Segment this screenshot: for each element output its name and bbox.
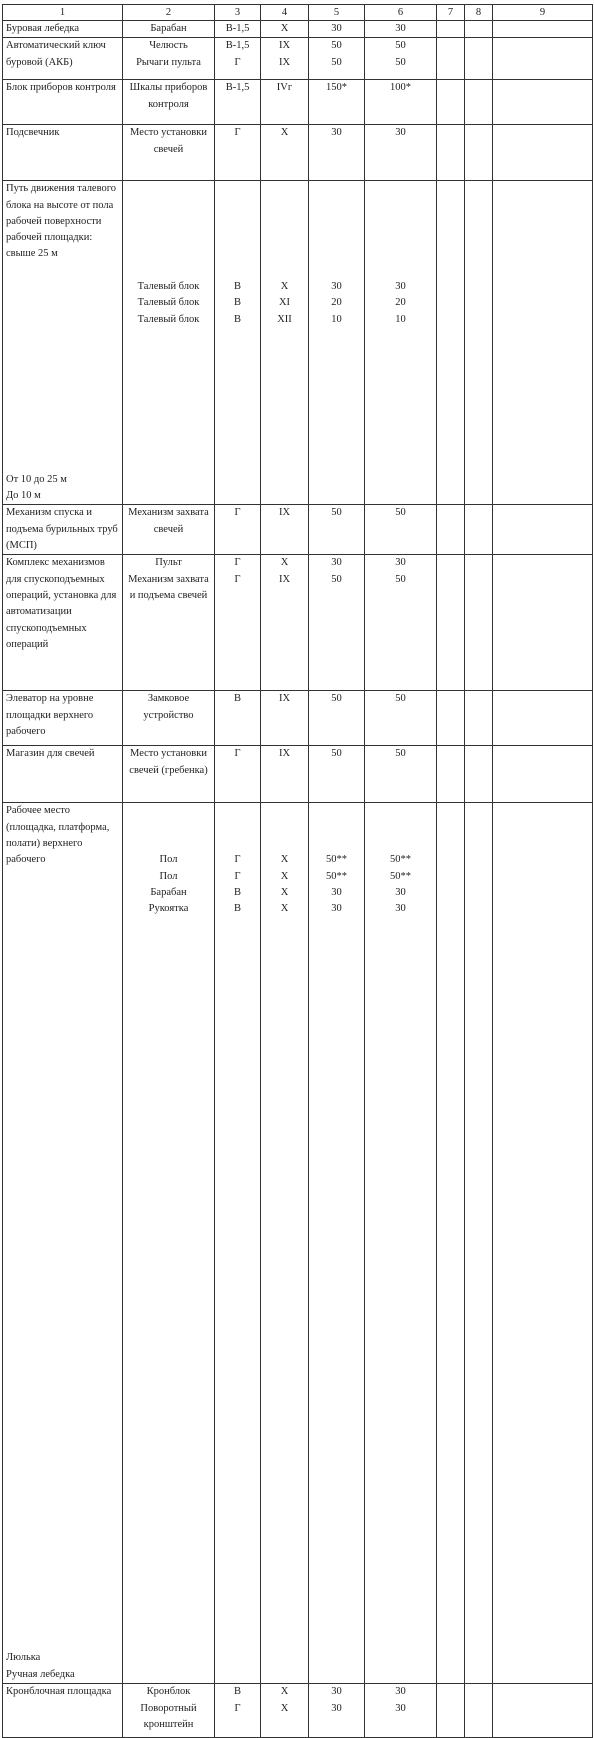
cell-text: 30 bbox=[395, 903, 406, 915]
table-cell-col6 bbox=[365, 505, 437, 555]
cell-text: Г bbox=[234, 870, 241, 882]
table-cell-col2 bbox=[123, 80, 215, 125]
table-cell-empty bbox=[465, 125, 493, 181]
cell-text: 30 bbox=[395, 281, 406, 293]
cell-text: X bbox=[280, 281, 289, 293]
cell-text: Магазин для свечей bbox=[6, 748, 95, 760]
table-cell-col4 bbox=[261, 80, 309, 125]
lighting-norms-table bbox=[2, 4, 593, 1738]
table-cell-empty bbox=[465, 80, 493, 125]
header-cell: 1 bbox=[3, 5, 123, 21]
table-cell-col5 bbox=[309, 746, 365, 803]
table-cell-col1 bbox=[3, 38, 123, 80]
cell-text: Ручная лебедка bbox=[6, 1668, 75, 1680]
table-cell-empty bbox=[437, 803, 465, 1684]
table-cell-col6 bbox=[365, 803, 437, 1684]
table-cell-empty bbox=[465, 691, 493, 746]
cell-text: Пол bbox=[159, 854, 178, 866]
table-cell-col3 bbox=[215, 38, 261, 80]
table-cell-col3 bbox=[215, 691, 261, 746]
cell-text: Блок приборов контроля bbox=[6, 82, 116, 94]
table-cell-empty bbox=[437, 80, 465, 125]
cell-text: 50** bbox=[326, 870, 347, 882]
table-cell-col1 bbox=[3, 125, 123, 181]
cell-text: 30 bbox=[395, 886, 406, 898]
table-cell-col6 bbox=[365, 555, 437, 691]
table-cell-col5 bbox=[309, 803, 365, 1684]
cell-text: 50 bbox=[331, 573, 342, 585]
cell-text: X bbox=[280, 127, 289, 139]
table-cell-col2 bbox=[123, 125, 215, 181]
cell-text: Рычаги пульта bbox=[136, 56, 201, 68]
cell-text: Механизм спуска и подъема бурильных труб (МСП) bbox=[6, 507, 118, 552]
table-cell-empty bbox=[437, 38, 465, 80]
cell-text: Пол bbox=[159, 870, 178, 882]
table-cell-empty bbox=[437, 555, 465, 691]
cell-text: 50 bbox=[331, 40, 342, 52]
table-cell-col5 bbox=[309, 125, 365, 181]
cell-text: Г bbox=[234, 573, 241, 585]
cell-text: Кронблочная площадка bbox=[6, 1686, 112, 1698]
table-row bbox=[3, 555, 593, 691]
table-row bbox=[3, 125, 593, 181]
cell-text: 10 bbox=[331, 313, 342, 325]
cell-text: 30 bbox=[331, 1686, 342, 1698]
cell-text: Барабан bbox=[150, 886, 187, 898]
table-cell-empty bbox=[437, 125, 465, 181]
cell-text: Подсвечник bbox=[6, 127, 60, 139]
table-cell-col4 bbox=[261, 21, 309, 38]
table-cell-col6 bbox=[365, 38, 437, 80]
cell-text: Комплекс механизмов для спускоподъемных операций, установка для автоматизации спускоподъемных операций bbox=[6, 557, 117, 650]
table-cell-empty bbox=[493, 1684, 593, 1738]
table-cell-col2 bbox=[123, 555, 215, 691]
table-cell-col1 bbox=[3, 80, 123, 125]
cell-text: IX bbox=[278, 40, 291, 52]
cell-text: 30 bbox=[331, 23, 342, 34]
table-row bbox=[3, 691, 593, 746]
table-cell-col3 bbox=[215, 80, 261, 125]
table-cell-col5 bbox=[309, 21, 365, 38]
cell-text: До 10 м bbox=[6, 490, 41, 502]
table-cell-col3 bbox=[215, 803, 261, 1684]
cell-text: Челюсть bbox=[149, 40, 188, 52]
cell-text: Кронблок bbox=[146, 1686, 191, 1698]
table-cell-empty bbox=[465, 555, 493, 691]
table-cell-empty bbox=[437, 691, 465, 746]
table-cell-col2 bbox=[123, 38, 215, 80]
table-cell-empty bbox=[465, 1684, 493, 1738]
cell-text: IX bbox=[278, 56, 291, 68]
table-row bbox=[3, 38, 593, 80]
cell-text: X bbox=[280, 23, 289, 34]
cell-text: Буровая лебедка bbox=[6, 23, 80, 34]
cell-text: 50 bbox=[395, 507, 406, 519]
cell-text: Замковое устройство bbox=[143, 693, 194, 721]
cell-text: X bbox=[280, 854, 289, 866]
cell-text: 50 bbox=[395, 693, 406, 705]
cell-text: Место установки свечей bbox=[130, 127, 207, 155]
table-cell-col6 bbox=[365, 21, 437, 38]
cell-text: XI bbox=[278, 297, 291, 309]
cell-text: 50** bbox=[390, 854, 411, 866]
table-row bbox=[3, 746, 593, 803]
table-cell-col4 bbox=[261, 38, 309, 80]
table-row bbox=[3, 505, 593, 555]
table-cell-col4 bbox=[261, 125, 309, 181]
cell-text: Механизм захвата и подъема свечей bbox=[128, 573, 209, 601]
cell-text: Талевый блок bbox=[137, 281, 200, 293]
cell-text: 30 bbox=[331, 1702, 342, 1714]
table-cell-empty bbox=[493, 505, 593, 555]
table-cell-col1 bbox=[3, 181, 123, 505]
cell-text: 150* bbox=[326, 82, 347, 94]
table-cell-col6 bbox=[365, 691, 437, 746]
table-cell-empty bbox=[465, 803, 493, 1684]
table-cell-col4 bbox=[261, 803, 309, 1684]
table-cell-col1 bbox=[3, 1684, 123, 1738]
table-cell-col3 bbox=[215, 125, 261, 181]
table-cell-col3 bbox=[215, 746, 261, 803]
cell-text: Талевый блок bbox=[137, 297, 200, 309]
table-cell-col4 bbox=[261, 746, 309, 803]
table-cell-col4 bbox=[261, 691, 309, 746]
cell-text: IVг bbox=[276, 82, 293, 94]
table-cell-empty bbox=[437, 181, 465, 505]
cell-text: В bbox=[233, 693, 241, 705]
table-cell-col2 bbox=[123, 21, 215, 38]
cell-text: 100* bbox=[390, 82, 411, 94]
cell-text: 30 bbox=[395, 1702, 406, 1714]
table-cell-empty bbox=[465, 505, 493, 555]
cell-text: 50 bbox=[395, 40, 406, 52]
cell-text: X bbox=[280, 903, 289, 915]
cell-text: В-1,5 bbox=[225, 40, 250, 52]
cell-text: 30 bbox=[331, 557, 342, 569]
cell-text: X bbox=[280, 886, 289, 898]
header-cell: 7 bbox=[437, 5, 465, 21]
header-cell: 5 bbox=[309, 5, 365, 21]
cell-text: Г bbox=[234, 1702, 241, 1714]
table-cell-empty bbox=[437, 746, 465, 803]
table-cell-col5 bbox=[309, 1684, 365, 1738]
table-cell-col3 bbox=[215, 21, 261, 38]
cell-text: 50 bbox=[331, 693, 342, 705]
cell-text: 50 bbox=[395, 748, 406, 760]
table-cell-col2 bbox=[123, 803, 215, 1684]
table-cell-empty bbox=[465, 38, 493, 80]
cell-text: 50 bbox=[331, 748, 342, 760]
table-cell-col5 bbox=[309, 555, 365, 691]
table-cell-col6 bbox=[365, 181, 437, 505]
cell-text: В-1,5 bbox=[225, 23, 250, 34]
cell-text: В bbox=[233, 886, 241, 898]
table-cell-col6 bbox=[365, 125, 437, 181]
cell-text: 20 bbox=[395, 297, 406, 309]
cell-text: 50** bbox=[326, 854, 347, 866]
table-cell-empty bbox=[465, 181, 493, 505]
cell-text: Путь движения талевого блока на высоте от пола рабочей поверхности рабочей площадки: свыше 25 м bbox=[6, 183, 117, 260]
table-cell-col2 bbox=[123, 1684, 215, 1738]
cell-text: Шкалы приборов контроля bbox=[129, 82, 208, 110]
cell-text: В bbox=[233, 297, 241, 309]
table-cell-col3 bbox=[215, 1684, 261, 1738]
cell-text: X bbox=[280, 1702, 289, 1714]
header-cell: 9 bbox=[493, 5, 593, 21]
cell-text: Элеватор на уровне площадки верхнего рабочего bbox=[6, 693, 94, 737]
table-row bbox=[3, 803, 593, 1684]
cell-text: IX bbox=[278, 507, 291, 519]
table-cell-col4 bbox=[261, 555, 309, 691]
header-cell: 4 bbox=[261, 5, 309, 21]
cell-text: 50 bbox=[331, 507, 342, 519]
cell-text: IX bbox=[278, 573, 291, 585]
table-cell-col1 bbox=[3, 803, 123, 1684]
cell-text: Г bbox=[234, 127, 241, 139]
table-cell-empty bbox=[493, 691, 593, 746]
table-cell-col6 bbox=[365, 1684, 437, 1738]
cell-text: В-1,5 bbox=[225, 82, 250, 94]
table-cell-empty bbox=[493, 38, 593, 80]
table-cell-empty bbox=[493, 80, 593, 125]
table-cell-col5 bbox=[309, 38, 365, 80]
table-cell-col2 bbox=[123, 505, 215, 555]
table-cell-col3 bbox=[215, 555, 261, 691]
cell-text: 30 bbox=[331, 281, 342, 293]
table-cell-empty bbox=[493, 555, 593, 691]
table-cell-col6 bbox=[365, 746, 437, 803]
table-cell-col6 bbox=[365, 80, 437, 125]
cell-text: Механизм захвата свечей bbox=[128, 507, 209, 535]
cell-text: Г bbox=[234, 748, 241, 760]
table-cell-col1 bbox=[3, 746, 123, 803]
table-cell-col2 bbox=[123, 746, 215, 803]
cell-text: 50** bbox=[390, 870, 411, 882]
table-cell-col2 bbox=[123, 181, 215, 505]
cell-text: Г bbox=[234, 557, 241, 569]
cell-text: 30 bbox=[395, 127, 406, 139]
table-cell-empty bbox=[437, 505, 465, 555]
cell-text: XII bbox=[277, 313, 292, 325]
cell-text: 30 bbox=[395, 557, 406, 569]
cell-text: 50 bbox=[395, 573, 406, 585]
cell-text: Г bbox=[234, 854, 241, 866]
cell-text: Г bbox=[234, 507, 241, 519]
cell-text: Пульт bbox=[155, 557, 182, 569]
table-cell-col4 bbox=[261, 505, 309, 555]
cell-text: X bbox=[280, 870, 289, 882]
table-cell-col5 bbox=[309, 80, 365, 125]
table-cell-col1 bbox=[3, 691, 123, 746]
header-cell: 8 bbox=[465, 5, 493, 21]
table-cell-col3 bbox=[215, 181, 261, 505]
table-cell-empty bbox=[493, 21, 593, 38]
table-cell-empty bbox=[437, 21, 465, 38]
cell-text: Барабан bbox=[150, 23, 187, 34]
cell-text: В bbox=[233, 1686, 241, 1698]
table-cell-col1 bbox=[3, 555, 123, 691]
table-row bbox=[3, 21, 593, 38]
cell-text: Талевый блок bbox=[137, 313, 200, 325]
header-cell: 6 bbox=[365, 5, 437, 21]
cell-text: В bbox=[233, 313, 241, 325]
cell-text: Г bbox=[234, 56, 241, 68]
cell-text: 30 bbox=[395, 23, 406, 34]
table-cell-col1 bbox=[3, 505, 123, 555]
table-cell-col5 bbox=[309, 691, 365, 746]
cell-text: IX bbox=[278, 748, 291, 760]
cell-text: 30 bbox=[331, 886, 342, 898]
cell-text: Рукоятка bbox=[148, 903, 189, 915]
cell-text: Поворотный кронштейн bbox=[140, 1702, 197, 1730]
table-cell-col4 bbox=[261, 1684, 309, 1738]
table-cell-col5 bbox=[309, 505, 365, 555]
cell-text: 50 bbox=[331, 56, 342, 68]
cell-text: Место установки свечей (гребенка) bbox=[129, 748, 208, 776]
table-cell-col1 bbox=[3, 21, 123, 38]
table-row bbox=[3, 181, 593, 505]
cell-text: X bbox=[280, 1686, 289, 1698]
header-cell: 2 bbox=[123, 5, 215, 21]
cell-text: 30 bbox=[331, 903, 342, 915]
table-cell-empty bbox=[493, 181, 593, 505]
table-row bbox=[3, 80, 593, 125]
table-cell-empty bbox=[465, 21, 493, 38]
cell-text: Люлька bbox=[6, 1652, 41, 1664]
cell-text: Автоматический ключ буровой (АКБ) bbox=[6, 40, 106, 68]
table-cell-col2 bbox=[123, 691, 215, 746]
cell-text: В bbox=[233, 281, 241, 293]
table-row bbox=[3, 1684, 593, 1738]
table-cell-empty bbox=[493, 125, 593, 181]
table-cell-empty bbox=[493, 746, 593, 803]
table-cell-col5 bbox=[309, 181, 365, 505]
cell-text: 30 bbox=[331, 127, 342, 139]
cell-text: Рабочее место (площадка, платформа, полати) верхнего рабочего bbox=[6, 805, 110, 866]
cell-text: 10 bbox=[395, 313, 406, 325]
cell-text: 30 bbox=[395, 1686, 406, 1698]
cell-text: В bbox=[233, 903, 241, 915]
cell-text: 20 bbox=[331, 297, 342, 309]
table-cell-col4 bbox=[261, 181, 309, 505]
cell-text: X bbox=[280, 557, 289, 569]
table-cell-col3 bbox=[215, 505, 261, 555]
table-cell-empty bbox=[493, 803, 593, 1684]
table-cell-empty bbox=[465, 746, 493, 803]
cell-text: 50 bbox=[395, 56, 406, 68]
header-row bbox=[3, 5, 593, 21]
cell-text: IX bbox=[278, 693, 291, 705]
cell-text: От 10 до 25 м bbox=[6, 473, 67, 485]
header-cell: 3 bbox=[215, 5, 261, 21]
table-cell-empty bbox=[437, 1684, 465, 1738]
